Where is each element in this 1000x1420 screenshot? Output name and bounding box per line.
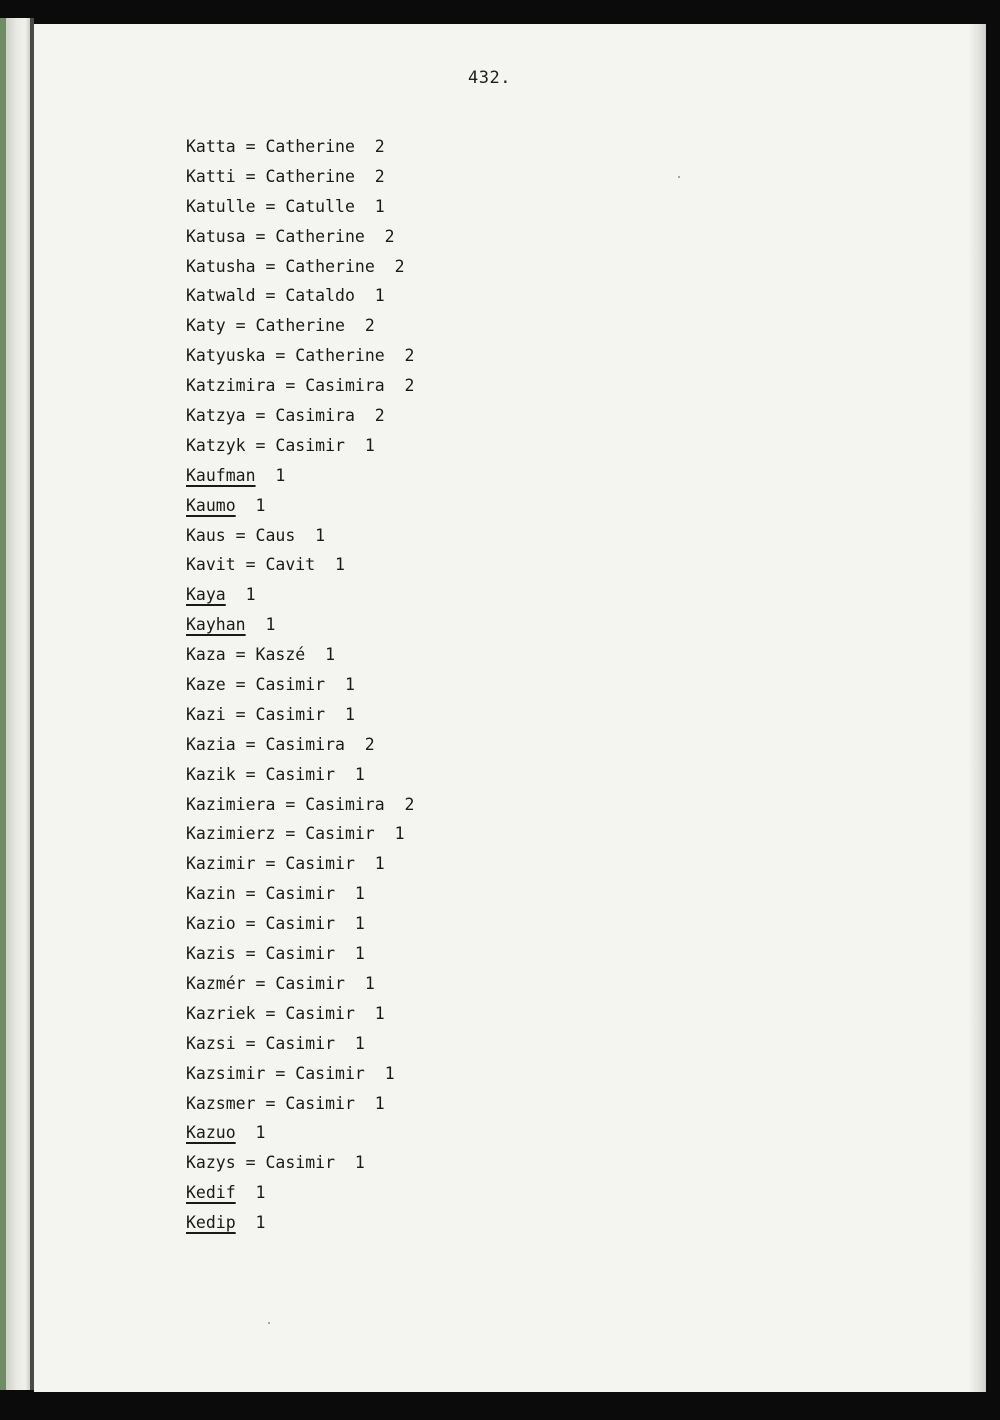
entry-name: Kedif	[186, 1183, 236, 1203]
entry-equivalent: = Casimir 1	[235, 944, 365, 964]
entry-equivalent: = Catherine 2	[245, 226, 395, 246]
entry-equivalent: = Casimira 2	[245, 406, 385, 426]
name-entry	[186, 134, 415, 164]
entry-equivalent: = Casimir 1	[265, 1063, 395, 1083]
entry-name: Katzyk	[186, 435, 246, 455]
name-entry	[186, 1091, 415, 1121]
name-entry	[186, 433, 415, 463]
entry-name: Katzimira	[186, 376, 276, 396]
entry-equivalent: = Casimir 1	[225, 704, 355, 724]
name-entry	[186, 254, 415, 284]
entry-name: Katyuska	[186, 346, 266, 366]
entry-equivalent: = Casimir 1	[225, 675, 355, 695]
entry-equivalent: = Catherine 2	[255, 256, 405, 276]
entry-name: Kazsi	[186, 1033, 236, 1053]
entry-name: Kazimiera	[186, 794, 276, 814]
name-entry	[186, 672, 415, 702]
entry-name: Kaya	[186, 585, 226, 605]
entry-name: Kazia	[186, 734, 236, 754]
entry-name: Kazriek	[186, 1003, 256, 1023]
entry-name: Katti	[186, 166, 236, 186]
name-entry	[186, 1150, 415, 1180]
name-entry	[186, 1061, 415, 1091]
entry-equivalent: = Casimira 2	[275, 794, 415, 814]
entry-name: Kaus	[186, 525, 226, 545]
name-entry	[186, 1120, 415, 1150]
name-entry	[186, 164, 415, 194]
entry-name: Kazmér	[186, 973, 246, 993]
name-entry	[186, 792, 415, 822]
name-entry	[186, 1180, 415, 1210]
name-entry	[186, 373, 415, 403]
entry-name: Katwald	[186, 286, 256, 306]
entry-name: Kayhan	[186, 615, 246, 635]
paper-speck	[678, 176, 680, 178]
page	[34, 24, 986, 1392]
entry-equivalent: = Casimir 1	[255, 1093, 385, 1113]
entry-equivalent: = Kaszé 1	[225, 645, 336, 665]
entry-equivalent: = Casimira 2	[235, 734, 375, 754]
entry-equivalent: = Catherine 2	[235, 166, 385, 186]
name-entry	[186, 343, 415, 373]
entry-equivalent: 1	[235, 495, 266, 515]
name-entry	[186, 851, 415, 881]
name-entry	[186, 642, 415, 672]
name-entry-list	[186, 134, 415, 1240]
name-entry	[186, 881, 415, 911]
name-entry	[186, 463, 415, 493]
name-entry	[186, 1001, 415, 1031]
entry-equivalent: = Casimir 1	[235, 884, 365, 904]
name-entry	[186, 911, 415, 941]
entry-equivalent: 1	[245, 615, 276, 635]
entry-name: Katy	[186, 316, 226, 336]
name-entry	[186, 194, 415, 224]
entry-equivalent: = Casimir 1	[275, 824, 405, 844]
entry-name: Kaufman	[186, 465, 256, 485]
entry-equivalent: = Casimir 1	[245, 973, 375, 993]
name-entry	[186, 283, 415, 313]
name-entry	[186, 762, 415, 792]
entry-name: Kazio	[186, 914, 236, 934]
entry-name: Kazimir	[186, 854, 256, 874]
entry-name: Kedip	[186, 1213, 236, 1233]
entry-name: Katta	[186, 137, 236, 156]
entry-equivalent: 1	[235, 1183, 266, 1203]
entry-name: Kazin	[186, 884, 236, 904]
name-entry	[186, 821, 415, 851]
entry-equivalent: = Casimir 1	[255, 1003, 385, 1023]
name-entry	[186, 224, 415, 254]
entry-equivalent: 1	[255, 465, 286, 485]
entry-equivalent: = Casimira 2	[275, 376, 415, 396]
entry-equivalent: = Catherine 2	[225, 316, 375, 336]
name-entry	[186, 582, 415, 612]
name-entry	[186, 971, 415, 1001]
name-entry	[186, 732, 415, 762]
entry-equivalent: = Casimir 1	[235, 764, 365, 784]
entry-equivalent: = Casimir 1	[235, 1033, 365, 1053]
entry-name: Kazsimir	[186, 1063, 266, 1083]
entry-name: Kaze	[186, 675, 226, 695]
entry-name: Katulle	[186, 196, 256, 216]
entry-name: Kavit	[186, 555, 236, 575]
entry-name: Kazi	[186, 704, 226, 724]
name-entry	[186, 1031, 415, 1061]
name-entry	[186, 612, 415, 642]
name-entry	[186, 493, 415, 523]
entry-name: Kazik	[186, 764, 236, 784]
entry-equivalent: = Cavit 1	[235, 555, 345, 575]
entry-equivalent: = Casimir 1	[245, 435, 375, 455]
left-page-edge	[6, 18, 32, 1390]
entry-equivalent: = Catherine 2	[265, 346, 415, 366]
entry-equivalent: 1	[235, 1213, 266, 1233]
entry-name: Kazsmer	[186, 1093, 256, 1113]
entry-name: Katusa	[186, 226, 246, 246]
entry-name: Kaza	[186, 645, 226, 665]
entry-name: Katzya	[186, 406, 246, 426]
entry-equivalent: = Casimir 1	[235, 914, 365, 934]
name-entry	[186, 552, 415, 582]
entry-equivalent: = Catherine 2	[235, 137, 385, 156]
name-entry	[186, 941, 415, 971]
entry-name: Katusha	[186, 256, 256, 276]
entry-equivalent: = Catulle 1	[255, 196, 385, 216]
name-entry	[186, 523, 415, 553]
page-number: 432.	[468, 68, 511, 88]
paper-speck	[268, 1322, 270, 1324]
entry-equivalent: = Cataldo 1	[255, 286, 385, 306]
name-entry	[186, 313, 415, 343]
entry-equivalent: 1	[225, 585, 256, 605]
entry-name: Kazys	[186, 1153, 236, 1173]
entry-name: Kazuo	[186, 1123, 236, 1143]
entry-equivalent: = Casimir 1	[255, 854, 385, 874]
entry-name: Kazis	[186, 944, 236, 964]
name-entry	[186, 702, 415, 732]
entry-equivalent: = Caus 1	[225, 525, 326, 545]
entry-equivalent: = Casimir 1	[235, 1153, 365, 1173]
entry-name: Kaumo	[186, 495, 236, 515]
entry-name: Kazimierz	[186, 824, 276, 844]
page-right-edge	[968, 24, 986, 1392]
name-entry	[186, 1210, 415, 1240]
name-entry	[186, 403, 415, 433]
entry-equivalent: 1	[235, 1123, 266, 1143]
